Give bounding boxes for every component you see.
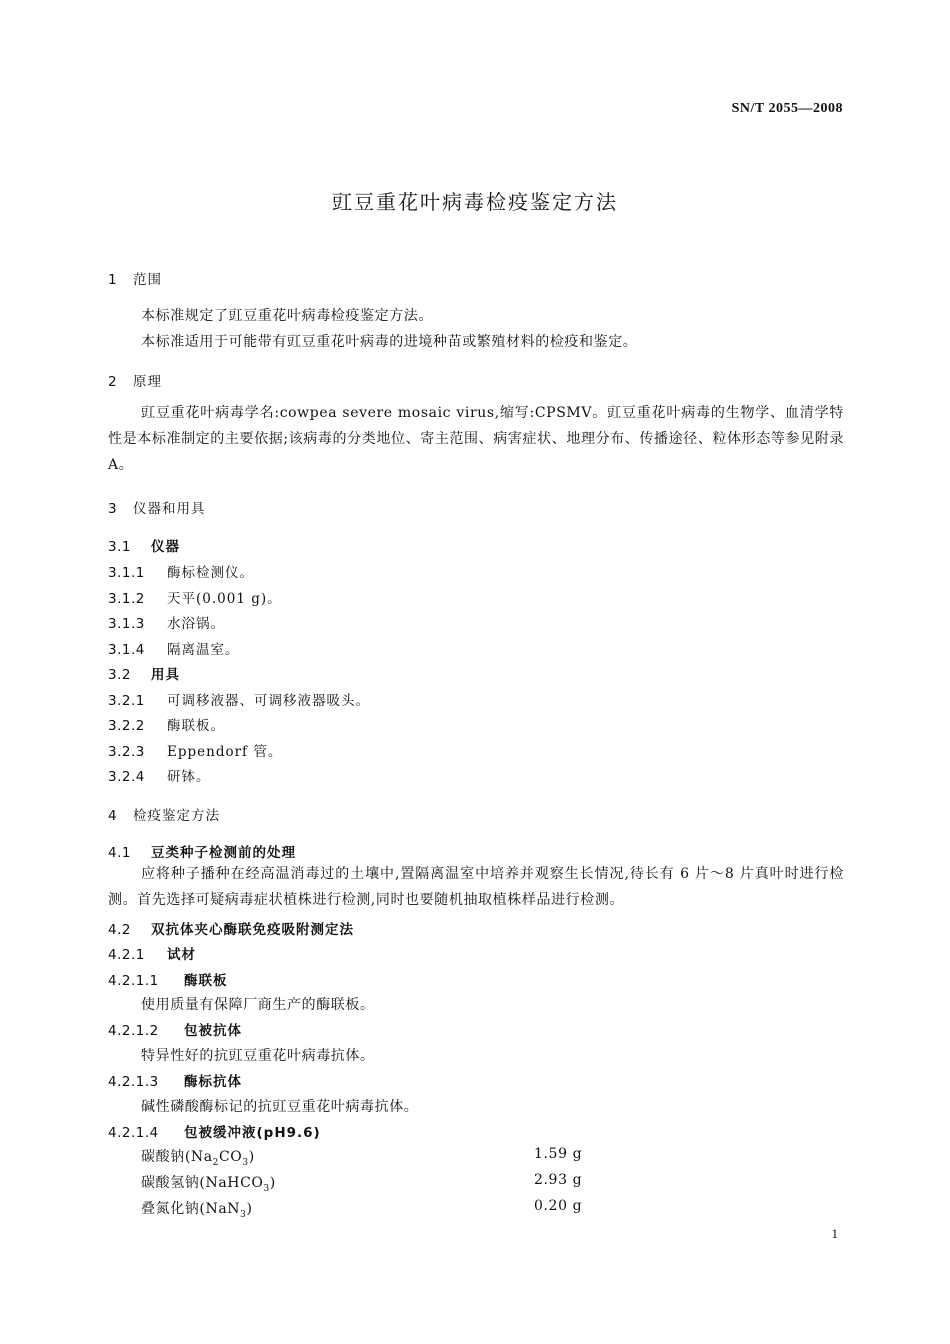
clause-title: 酶标抗体 [184, 1074, 242, 1090]
subsection-number: 3.1 [108, 539, 131, 555]
clause-number: 4.2.1.1 [108, 973, 159, 989]
clause-number: 4.2.1.4 [108, 1125, 159, 1141]
clause-text: 隔离温室。 [167, 642, 240, 658]
paragraph: 本标准适用于可能带有豇豆重花叶病毒的进境种苗或繁殖材料的检疫和鉴定。 [141, 334, 638, 350]
section-title: 原理 [133, 374, 162, 390]
clause-heading [108, 969, 228, 989]
clause [108, 612, 225, 632]
paragraph: 碱性磷酸酶标记的抗豇豆重花叶病毒抗体。 [141, 1099, 419, 1115]
page-number: 1 [831, 1226, 838, 1241]
section-3-heading [108, 497, 206, 517]
paragraph: 应将种子播种在经高温消毒过的土壤中,置隔离温室中培养并观察生长情况,待长有 6 片～8 片真叶时进行检测。首先选择可疑病毒症状植株进行检测,同时也要随机抽取植株样品进行检测。 [108, 866, 844, 908]
reagent-quantity: 2.93 g [534, 1172, 583, 1188]
subsection-title: 豆类种子检测前的处理 [151, 845, 296, 861]
clause-text: 可调移液器、可调移液器吸头。 [167, 693, 370, 709]
subsection-heading [108, 918, 354, 938]
clause [108, 587, 282, 607]
clause-heading [108, 1121, 321, 1141]
clause-number: 3.2.2 [108, 718, 145, 734]
clause-number: 3.2.4 [108, 769, 145, 785]
reagent-formula: (NaHCO$_3$) [199, 1175, 276, 1194]
section-title: 检疫鉴定方法 [133, 808, 220, 824]
reagent-quantity: 1.59 g [534, 1146, 583, 1162]
clause-text: 水浴锅。 [167, 616, 225, 632]
clause-text: 酶标检测仪。 [167, 565, 254, 581]
clause-text: 天平(0.001 g)。 [167, 591, 282, 607]
clause [108, 765, 211, 785]
subsection-number: 4.1 [108, 845, 131, 861]
subsection-heading [108, 535, 180, 555]
subsection-title: 双抗体夹心酶联免疫吸附测定法 [151, 922, 354, 938]
subsection-heading [108, 841, 296, 861]
clause-number: 4.2.1.3 [108, 1074, 159, 1090]
clause-number: 3.1.4 [108, 642, 145, 658]
clause-heading [108, 943, 196, 963]
paragraph: 特异性好的抗豇豆重花叶病毒抗体。 [141, 1048, 375, 1064]
clause-title: 试材 [167, 947, 196, 963]
clause-number: 4.2.1 [108, 947, 145, 963]
paragraph: 使用质量有保障厂商生产的酶联板。 [141, 997, 375, 1013]
clause [108, 561, 254, 581]
clause-number: 3.2.3 [108, 744, 145, 760]
reagent-quantity: 0.20 g [534, 1198, 583, 1214]
clause-title: 包被抗体 [184, 1023, 242, 1039]
reagent-formula: (NaN$_3$) [199, 1201, 253, 1220]
section-2-heading [108, 370, 162, 390]
clause-number: 3.1.3 [108, 616, 145, 632]
clause [108, 740, 282, 760]
clause-text: 研钵。 [167, 769, 211, 785]
clause [108, 714, 225, 734]
clause-number: 4.2.1.2 [108, 1023, 159, 1039]
clause-title: 酶联板 [184, 973, 228, 989]
section-number: 1 [108, 272, 118, 288]
reagent-name: 碳酸钠 [141, 1149, 185, 1165]
section-4-heading [108, 804, 220, 824]
reagent-name: 碳酸氢钠 [141, 1175, 200, 1191]
section-1-heading [108, 268, 162, 288]
paragraph: 豇豆重花叶病毒学名:cowpea severe mosaic virus,缩写:CPSMV。豇豆重花叶病毒的生物学、血清学特性是本标准制定的主要依据;该病毒的分类地位、寄主范围、病害症状、地理分布、传播途径、粒体形态等参见附录 A。 [108, 405, 844, 473]
reagent-name: 叠氮化钠 [141, 1201, 200, 1217]
section-title: 仪器和用具 [133, 501, 206, 517]
subsection-title: 仪器 [151, 539, 180, 555]
clause-text: Eppendorf 管。 [167, 744, 283, 760]
reagent-formula: $(Na_2CO_3)$ [184, 1149, 255, 1168]
clause-number: 3.2.1 [108, 693, 145, 709]
reagent-row [141, 1172, 581, 1194]
section-number: 3 [108, 501, 118, 517]
paragraph: 本标准规定了豇豆重花叶病毒检疫鉴定方法。 [141, 308, 433, 324]
document-title: 豇豆重花叶病毒检疫鉴定方法 [332, 190, 618, 214]
clause-number: 3.1.2 [108, 591, 145, 607]
subsection-heading [108, 663, 180, 683]
subsection-title: 用具 [151, 667, 180, 683]
reagent-row [141, 1198, 581, 1220]
clause [108, 689, 370, 709]
subsection-number: 4.2 [108, 922, 131, 938]
clause-heading [108, 1070, 242, 1090]
subsection-number: 3.2 [108, 667, 131, 683]
section-number: 2 [108, 374, 118, 390]
section-title: 范围 [133, 272, 162, 288]
section-number: 4 [108, 808, 118, 824]
clause-text: 酶联板。 [167, 718, 225, 734]
clause [108, 638, 240, 658]
clause-number: 3.1.1 [108, 565, 145, 581]
reagent-row [141, 1146, 581, 1168]
clause-title: 包被缓冲液(pH9.6) [184, 1125, 321, 1141]
standard-number: SN/T 2055—2008 [731, 101, 843, 116]
clause-heading [108, 1019, 242, 1039]
